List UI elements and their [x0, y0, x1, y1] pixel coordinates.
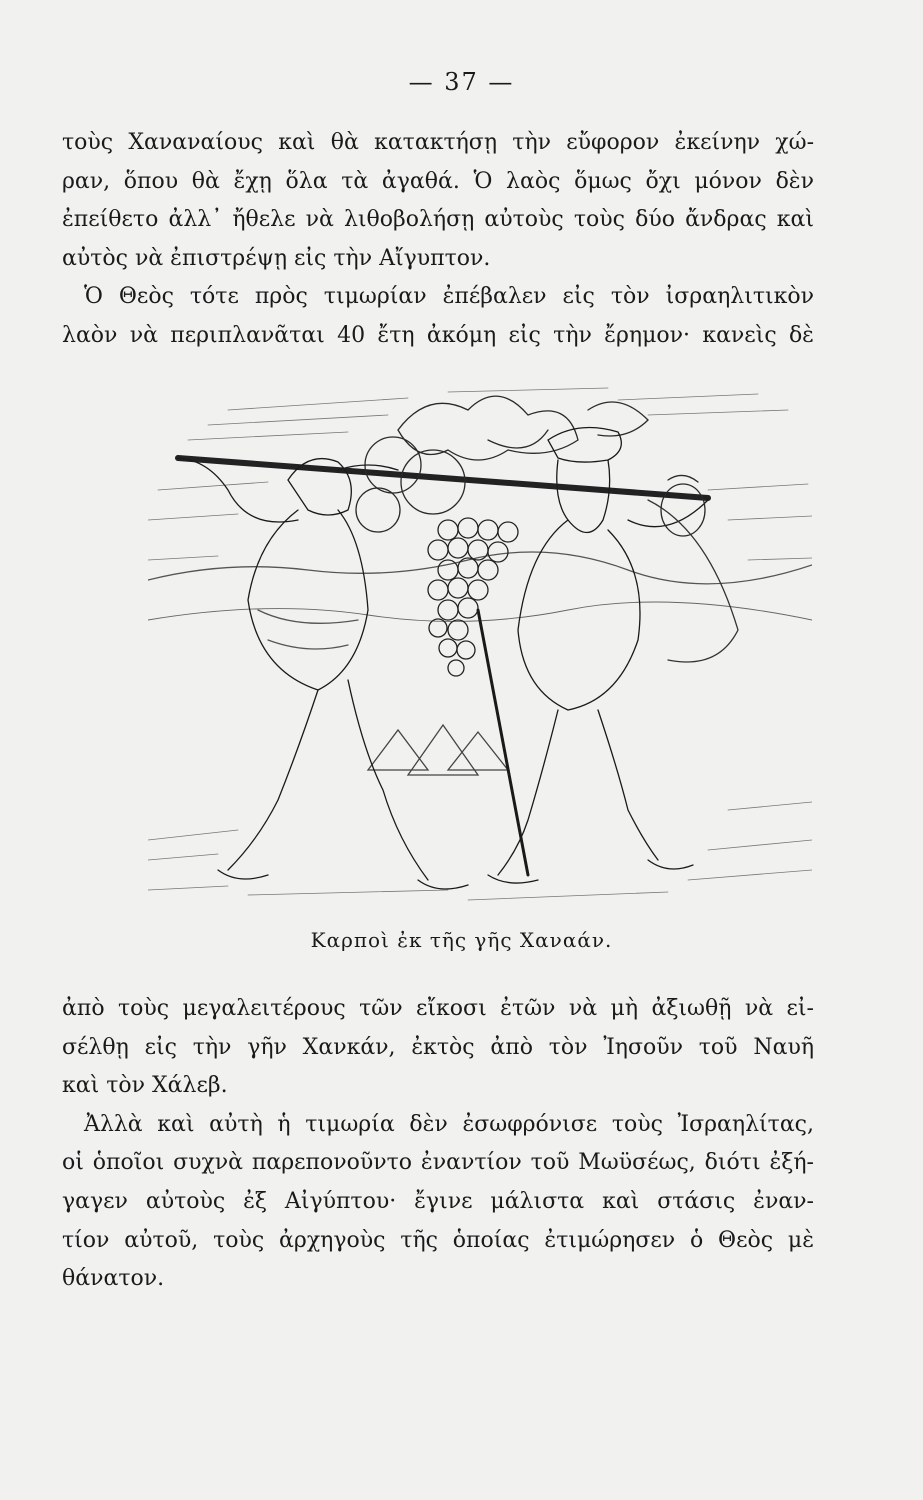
text-line: ἐπείθετο ἀλλ᾽ ἤθελε νὰ λιθοβολήσῃ αὐτοὺς τοὺς δύο ἄνδρας καὶ: [62, 207, 814, 233]
sky-hatching: [148, 388, 812, 560]
bottom-text-block: [62, 990, 814, 1299]
text-line: ἀπὸ τοὺς μεγαλειτέρους τῶν εἴκοσι ἐτῶν νὰ μὴ ἀξιωθῇ νὰ εἰ-: [62, 996, 814, 1021]
text-line: αὐτὸς νὰ ἐπιστρέψῃ εἰς τὴν Αἴγυπτον.: [62, 245, 491, 271]
text-line: τίον αὐτοῦ, τοὺς ἀρχηγοὺς τῆς ὁποίας ἐτιμώρησεν ὁ Θεὸς μὲ: [62, 1227, 814, 1253]
carrying-pole: [178, 458, 708, 498]
left-figure: [178, 458, 468, 889]
text-line: θάνατον.: [62, 1266, 165, 1292]
text-line: τοὺς Χαναναίους καὶ θὰ κατακτήσῃ τὴν εὔφορον ἐκείνην χώ-: [62, 130, 814, 155]
text-line: οἱ ὁποῖοι συχνὰ παρεπονοῦντο ἐναντίον τοῦ Μωϋσέως, διότι ἐξή-: [62, 1150, 814, 1176]
text-line: γαγεν αὐτοὺς ἐξ Αἰγύπτου· ἔγινε μάλιστα καὶ στάσις ἐναν-: [62, 1188, 814, 1214]
grape-cluster: [428, 518, 518, 676]
text-line: ραν, ὅπου θὰ ἔχῃ ὅλα τὰ ἀγαθά. Ὁ λαὸς ὅμως ὄχι μόνον δὲν: [62, 168, 814, 194]
text-line: σέλθῃ εἰς τὴν γῆν Χανκάν, ἐκτὸς ἀπὸ τὸν Ἰησοῦν τοῦ Ναυῆ: [62, 1034, 814, 1060]
text-line: καὶ τὸν Χάλεβ.: [62, 1073, 228, 1099]
text-line: Ὁ Θεὸς τότε πρὸς τιμωρίαν ἐπέβαλεν εἰς τὸν ἰσραηλιτικὸν: [84, 284, 814, 310]
ground-hatching: [148, 802, 812, 900]
text-line: Ἀλλὰ καὶ αὐτὴ ἡ τιμωρία δὲν ἐσωφρόνισε τοὺς Ἰσραηλίτας,: [84, 1111, 814, 1137]
tents: [368, 725, 508, 775]
page-number: — 37 —: [408, 68, 515, 96]
illustration-caption: Καρποὶ ἐκ τῆς γῆς Χαναάν.: [310, 928, 613, 952]
fruit-pomegranates: [356, 437, 465, 532]
top-text-block: [62, 124, 814, 356]
illustration-spies-carrying-grapes: [148, 370, 812, 910]
text-line: λαὸν νὰ περιπλανᾶται 40 ἔτη ἀκόμη εἰς τὴν ἔρημον· κανεὶς δὲ: [62, 322, 814, 348]
